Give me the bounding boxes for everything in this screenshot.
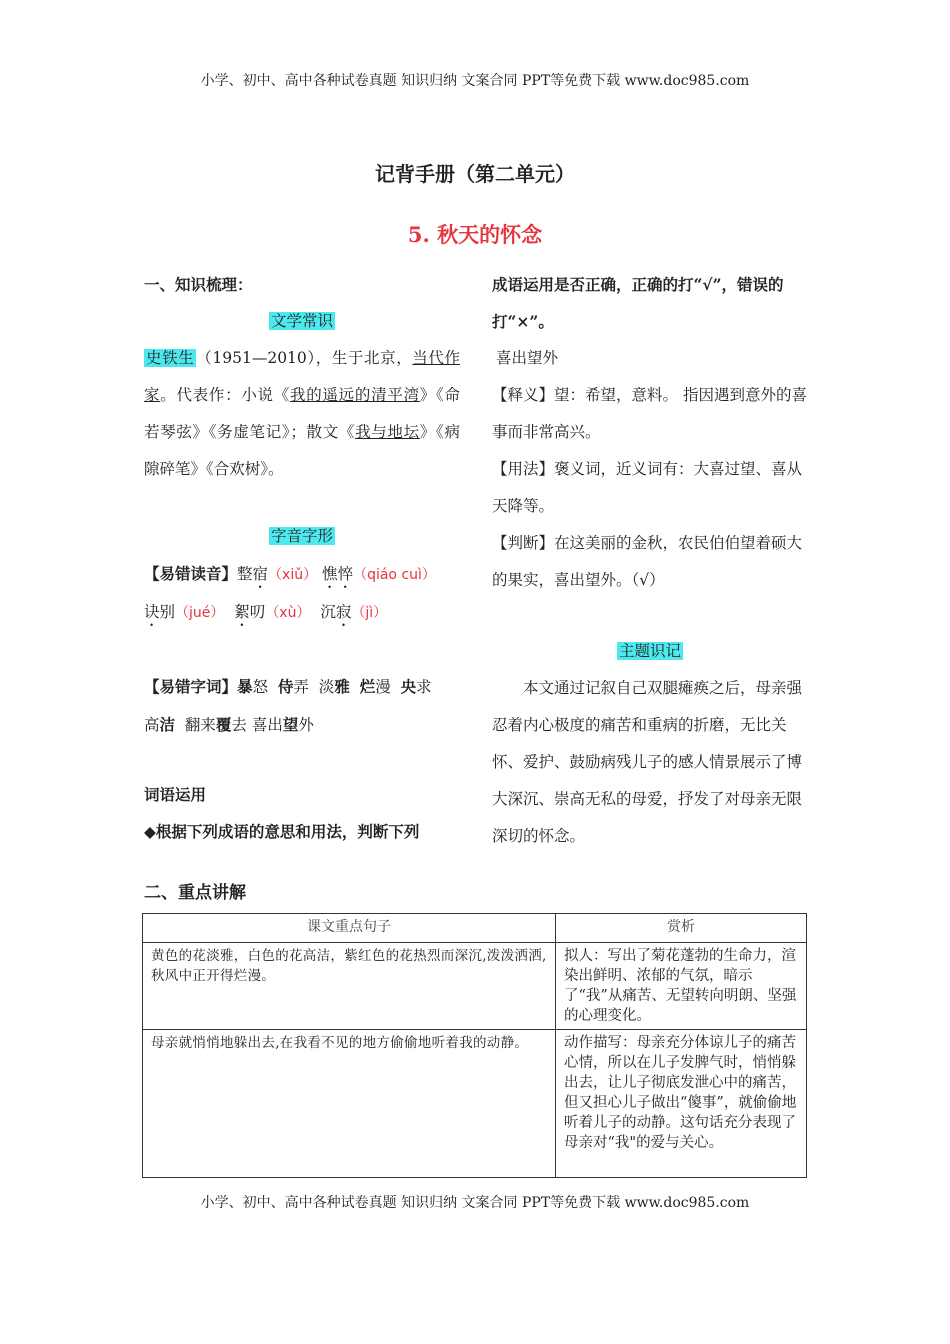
char: 淡 [318,678,335,696]
char: 求 [416,678,432,696]
sentence-cell: 母亲就悄悄地躲出去,在我看不见的地方偷偷地听着我的动静。 [143,1030,556,1178]
table-row [143,1030,807,1178]
idiom-judge [492,525,808,599]
char: 高 [144,716,160,734]
pron-char-dotted: 絮 [234,603,250,621]
pron-char-dotted: 悴 [337,565,354,583]
key-char: 雅 [334,677,350,696]
lit-work: 我的遥远的清平湾 [290,386,420,404]
key-char: 覆 [215,715,232,734]
key-char: 望 [282,715,299,734]
lesson-title: 5. 秋天的怀念 [407,222,543,247]
theme-label-row [492,633,808,670]
section1-heading: 一、知识梳理： [144,275,253,294]
meaning-label: 【释义】 [492,386,555,404]
section2-heading: 二、重点讲解 [144,883,246,903]
lit-work: 我与地坛 [355,423,420,441]
pinyin: （xù） [265,605,311,621]
char: 外 [298,716,314,734]
pron-heading: 【易错读音】 [144,564,238,583]
usage-question: ◆根据下列成语的意思和用法，判断下列 [144,822,420,841]
pron-char-dotted: 憔 [322,565,338,583]
analysis-cell: 拟人：写出了菊花蓬勃的生命力，渲染出鲜明、浓郁的气氛，暗示了“我”从痛苦、无望转向明朗、坚强的心理变化。 [556,943,807,1030]
left-column [144,266,460,850]
right-column [492,266,808,855]
pinyin: （jì） [351,605,388,621]
judge-label: 【判断】 [492,534,555,552]
chars-heading: 【易错字词】 [144,677,238,696]
lit-paragraph [144,340,460,488]
lit-occupation: 当代作家 [144,349,460,404]
idiom-text: 喜出望外 [496,349,559,367]
pron-char: 叨 [249,603,266,621]
char: 弄 [293,678,309,696]
usage-heading: 词语运用 [144,785,207,804]
use-label: 【用法】 [492,460,555,478]
meaning-text: 望：希望，意料。 指因遇到意外的喜事而非常高兴。 [492,386,807,441]
theme-text: 本文通过记叙自己双腿瘫痪之后，母亲强忍着内心极度的痛苦和重病的折磨，无比关怀、爱护、鼓励病残儿子的感人情景展示了博大深沉、崇高无私的母爱，抒发了对母亲无限深切的怀念。 [492,679,803,845]
char: 翻来 [184,716,216,734]
lit-label-row [144,303,460,340]
char: 去 [231,716,247,734]
spacer [144,488,460,518]
table-header: 课文重点句子 [143,914,556,943]
pron-char: 整 [237,565,253,583]
page-header: 小学、初中、高中各种试卷真题 知识归纳 文案合同 PPT等免费下载 www.doc985.com [200,73,750,89]
pinyin: （jué） [175,605,225,621]
pinyin: （qiáo cuì） [353,567,436,583]
key-char: 洁 [159,715,176,734]
key-sentences-table [142,913,807,1178]
key-char: 暴 [237,677,253,696]
idiom [492,340,808,377]
pron-char-dotted: 诀 [144,603,160,621]
pron-char-dotted: 寂 [335,603,352,621]
author-name: 史铁生 [146,349,195,367]
lit-text: 》《病隙碎笔》《合欢树》。 [144,423,460,478]
analysis-cell: 动作描写：母亲充分体谅儿子的痛苦心情，所以在儿子发脾气时，悄悄躲出去，让儿子彻底发泄心中的痛苦，但又担心儿子做出“傻事”，就偷偷地听着儿子的动静。这句话充分表现了母亲对“我"的爱与关心。 [556,1030,807,1178]
page-footer: 小学、初中、高中各种试卷真题 知识归纳 文案合同 PPT等免费下载 www.doc985.com [200,1195,750,1211]
page-title: 记背手册（第二单元） [375,162,575,186]
idiom-meaning [492,377,808,451]
pinyin: （xiǔ） [268,567,318,583]
pron-label: 字音字形 [270,527,333,545]
char: 怒 [252,678,269,696]
usage-question-cont: 成语运用是否正确，正确的打“√”，错误的打“×”。 [492,275,784,331]
chars-list [144,668,460,744]
pron-char: 别 [159,603,176,621]
lit-text: 》《命若琴弦》《务虚笔记》；散文《 [144,386,460,441]
pron-char-dotted: 宿 [252,565,269,583]
idiom-usage [492,451,808,525]
pron-char: 沉 [320,603,336,621]
char: 喜出 [251,716,283,734]
spacer [144,632,460,668]
theme-label: 主题识记 [618,642,681,660]
use-text: 褒义词，近义词有：大喜过望、喜从天降等。 [492,460,803,515]
lit-text: （1951—2010），生于北京， [196,349,413,367]
judge-text: 在这美丽的金秋，农民伯伯望着硕大的果实，喜出望外。（√） [492,534,803,589]
spacer [144,744,460,776]
pronunciation-list [144,555,460,632]
pron-label-row [144,518,460,555]
spacer [492,599,808,633]
table-row [143,943,807,1030]
char: 漫 [375,678,391,696]
sentence-cell: 黄色的花淡雅，白色的花高洁，紫红色的花热烈而深沉,泼泼洒洒,秋风中正开得烂漫。 [143,943,556,1030]
key-char: 央 [400,677,417,696]
key-char: 侍 [277,677,294,696]
table-header-row [143,914,807,943]
lit-label: 文学常识 [270,312,333,330]
lit-text: 。代表作：小说《 [160,386,290,404]
table-header: 赏析 [556,914,807,943]
key-char: 烂 [359,677,376,696]
